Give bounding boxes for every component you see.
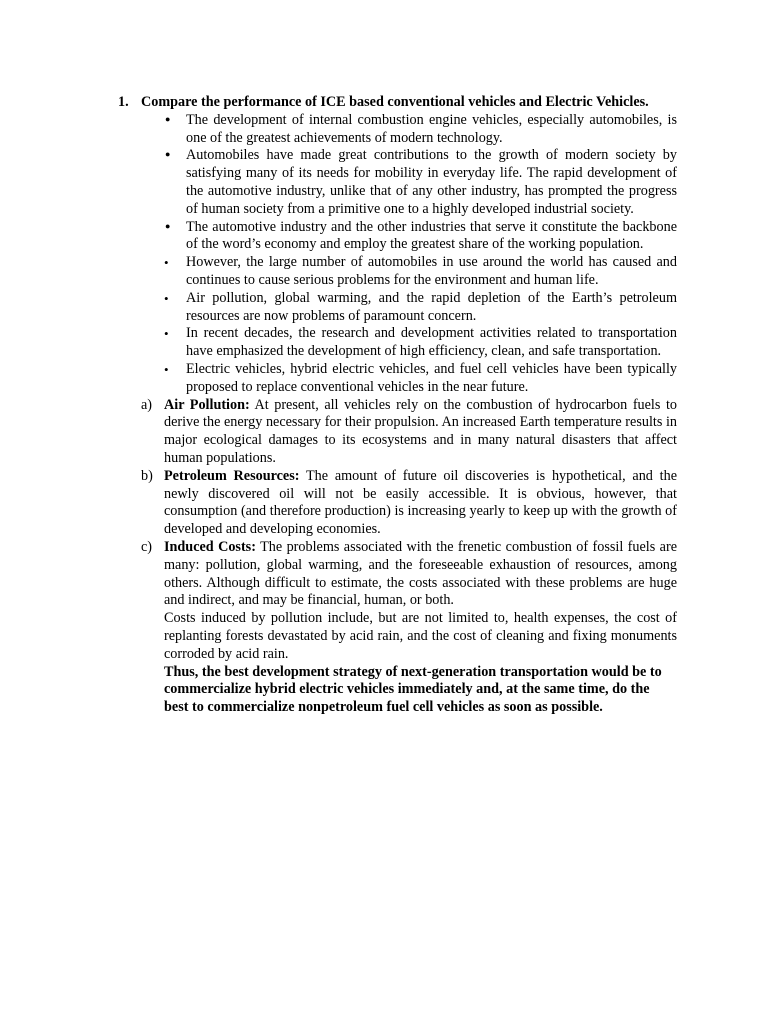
point-heading: Petroleum Resources:	[164, 467, 300, 484]
question-number: 1.	[118, 94, 129, 110]
point-text: The problems associated with the frenetic combustion of fossil fuels are many: pollution, global warming, and the foreseeable exhaustion of resources, among others. Although difficult to estimate, the costs associated with these problems are huge and indirect, and may be financial, human, or both.	[164, 538, 677, 609]
conclusion-paragraph: Thus, the best development strategy of next-generation transportation would be to commercialize hybrid electric vehicles immediately and, at the same time, do the best to commercialize nonpetroleum fuel cell vehicles as soon as possible.	[164, 663, 662, 716]
point-text: The amount of future oil discoveries is hypothetical, and the newly discovered oil will not be easily accessible. It is obvious, however, that consumption (and therefore production) is increasing yearly to keep up with the growth of developed and developing economies.	[164, 467, 678, 538]
point-marker: a)	[141, 396, 153, 413]
bullet-dot-icon	[164, 147, 186, 166]
point-marker: b)	[141, 467, 153, 484]
point-body	[164, 539, 677, 717]
point-item	[141, 539, 677, 717]
bullet-dot-icon	[164, 219, 186, 238]
point-extra-paragraph: Costs induced by pollution include, but are not limited to, health expenses, the cost of replanting forests devastated by acid rain, and the cost of cleaning and fixing monuments corroded by acid rain.	[164, 610, 677, 662]
point-heading: Air Pollution:	[164, 396, 250, 413]
point-heading: Induced Costs:	[164, 538, 256, 555]
bullet-item	[164, 290, 677, 326]
bullet-text: Air pollution, global warming, and the rapid depletion of the Earth’s petroleum resources are now problems of paramount concern.	[186, 289, 677, 324]
bullet-item	[164, 112, 677, 148]
bullet-item	[164, 254, 677, 290]
bullet-dot-icon	[164, 290, 186, 309]
bullet-item	[164, 147, 677, 218]
point-marker: c)	[141, 538, 153, 555]
bullet-text: The automotive industry and the other industries that serve it constitute the backbone of the word’s economy and employ the greatest share of the working population.	[186, 218, 677, 253]
bullet-text: Automobiles have made great contributions to the growth of modern society by satisfying many of its needs for mobility in everyday life. The rapid development of the automotive industry, unlike that of any other industry, has prompted the progress of human society from a primitive one to a highly developed industrial society.	[186, 147, 677, 217]
bullet-text: The development of internal combustion engine vehicles, especially automobiles, is one of the greatest achievements of modern technology.	[186, 111, 677, 146]
point-text: At present, all vehicles rely on the combustion of hydrocarbon fuels to derive the energy necessary for their propulsion. An increased Earth temperature results in major ecological damages to its ecosystems and in many natural disasters that affect human populations.	[164, 396, 677, 466]
point-item	[141, 397, 677, 468]
bullet-dot-icon	[164, 112, 186, 131]
bullet-dot-icon	[164, 325, 186, 344]
bullet-item	[164, 325, 677, 361]
question-block	[118, 94, 677, 717]
bullet-text: In recent decades, the research and development activities related to transportation have emphasized the development of high efficiency, clean, and safe transportation.	[186, 325, 677, 360]
bullet-text: However, the large number of automobiles in use around the world has caused and continues to cause serious problems for the environment and human life.	[186, 254, 677, 288]
bullet-item	[164, 361, 677, 397]
point-body	[164, 397, 677, 468]
point-body	[164, 468, 677, 539]
point-list	[118, 397, 677, 717]
point-item	[141, 468, 677, 539]
question-heading	[118, 94, 677, 112]
bullet-list	[118, 112, 677, 397]
bullet-item	[164, 219, 677, 255]
bullet-dot-icon	[164, 254, 186, 273]
question-title: Compare the performance of ICE based conventional vehicles and Electric Vehicles.	[141, 94, 649, 110]
bullet-text: Electric vehicles, hybrid electric vehicles, and fuel cell vehicles have been typically proposed to replace conventional vehicles in the near future.	[186, 360, 677, 395]
bullet-dot-icon	[164, 361, 186, 380]
